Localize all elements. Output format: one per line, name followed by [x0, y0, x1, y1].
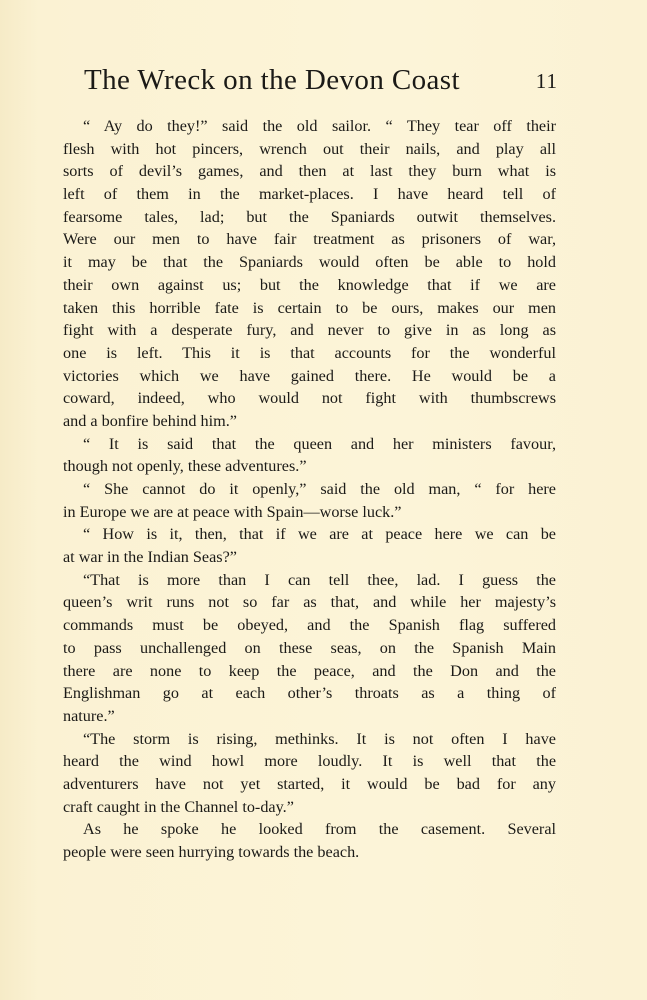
text-line: at war in the Indian Seas?”	[63, 548, 237, 567]
text-line: heard the wind howl more loudly. It is well that the	[63, 752, 556, 771]
text-line: though not openly, these adventures.”	[63, 457, 307, 476]
text-line: and a bonfire behind him.”	[63, 411, 237, 430]
text-line: commands must be obeyed, and the Spanish flag suffered	[63, 616, 556, 635]
text-line: “The storm is rising, methinks. It is not often I have	[83, 729, 556, 748]
text-line: in Europe we are at peace with Spain—worse luck.”	[63, 502, 402, 521]
text-line: “ Ay do they!” said the old sailor. “ They tear off their	[83, 117, 556, 135]
text-line: flesh with hot pincers, wrench out their nails, and play all	[63, 139, 556, 158]
text-line: there are none to keep the peace, and the Don and the	[63, 661, 556, 680]
text-line: taken this horrible fate is certain to be ours, makes our men	[63, 298, 556, 317]
text-line: “ She cannot do it openly,” said the old man, “ for here	[83, 480, 556, 498]
body-text	[63, 115, 556, 864]
text-line: left of them in the market-places. I have heard tell of	[63, 185, 556, 204]
running-title: The Wreck on the Devon Coast	[84, 64, 460, 96]
text-line: it may be that the Spaniards would often be able to hold	[63, 253, 556, 272]
text-line: sorts of devil’s games, and then at last they burn what is	[63, 162, 556, 181]
text-line: nature.”	[63, 706, 115, 725]
text-line: people were seen hurrying towards the beach.	[63, 843, 360, 861]
text-line: their own against us; but the knowledge that if we are	[63, 275, 556, 294]
text-line: fight with a desperate fury, and never to give in as long as	[63, 321, 556, 340]
text-line: As he spoke he looked from the casement. Several	[83, 820, 556, 839]
page-number: 11	[535, 69, 558, 93]
text-line: to pass unchallenged on these seas, on the Spanish Main	[63, 638, 556, 657]
text-line: “That is more than I can tell thee, lad. I guess the	[83, 570, 556, 589]
text-line: craft caught in the Channel to-day.”	[63, 797, 294, 816]
text-line: adventurers have not yet started, it would be bad for any	[63, 774, 556, 793]
text-line: queen’s writ runs not so far as that, and while her majesty’s	[63, 593, 556, 612]
text-line: fearsome tales, lad; but the Spaniards outwit themselves.	[63, 207, 556, 226]
text-line: Were our men to have fair treatment as prisoners of war,	[63, 230, 556, 249]
text-line: one is left. This it is that accounts for the wonderful	[63, 343, 556, 362]
text-line: “ How is it, then, that if we are at peace here we can be	[83, 525, 556, 544]
text-line: “ It is said that the queen and her ministers favour,	[83, 434, 556, 453]
text-line: Englishman go at each other’s throats as a thing of	[63, 684, 556, 703]
text-line: coward, indeed, who would not fight with thumbscrews	[63, 389, 556, 408]
page-header	[84, 60, 560, 104]
text-line: victories which we have gained there. He would be a	[63, 366, 556, 385]
